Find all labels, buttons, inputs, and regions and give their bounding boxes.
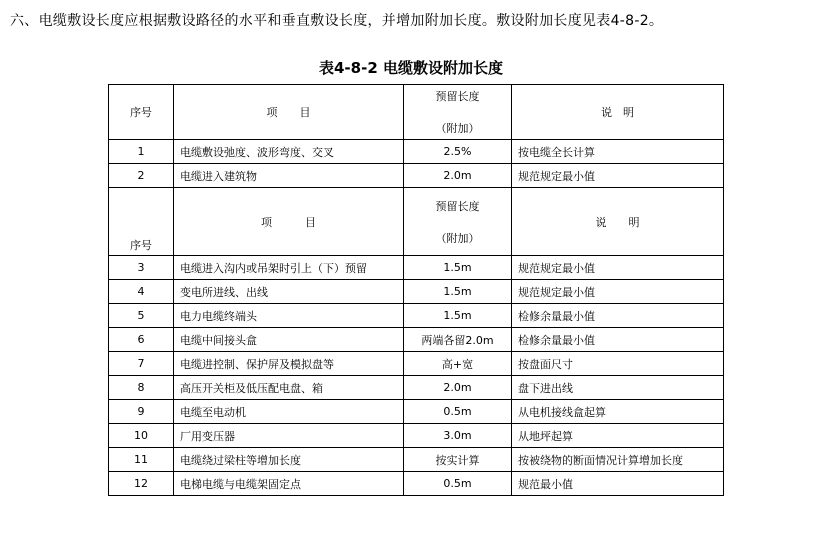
table-subheader-row: [109, 188, 724, 256]
cell-item: 电缆进入建筑物: [174, 164, 404, 188]
cell-note: 检修余量最小值: [512, 328, 724, 352]
subheader-no: [109, 188, 174, 256]
cell-length: 2.0m: [404, 376, 512, 400]
cell-length: 高+宽: [404, 352, 512, 376]
cell-item: 电缆敷设弛度、波形弯度、交叉: [174, 140, 404, 164]
cell-no: 12: [109, 472, 174, 496]
header-length-line2: （附加）: [435, 122, 480, 135]
cell-no: 2: [109, 164, 174, 188]
cell-item: 电缆进入沟内或吊架时引上（下）预留: [174, 256, 404, 280]
cell-note: 按被绕物的断面情况计算增加长度: [512, 448, 724, 472]
cell-note: 规范规定最小值: [512, 256, 724, 280]
table-row: [109, 328, 724, 352]
cell-item: 电缆进控制、保护屏及模拟盘等: [174, 352, 404, 376]
table-row: [109, 164, 724, 188]
subheader-item: 项 目: [174, 188, 404, 256]
cell-no: 4: [109, 280, 174, 304]
header-length: [404, 85, 512, 140]
table-row: [109, 256, 724, 280]
intro-paragraph: 六、电缆敷设长度应根据敷设路径的水平和垂直敷设长度，并增加附加长度。敷设附加长度见表4-8-2。: [10, 13, 664, 29]
cell-no: 11: [109, 448, 174, 472]
cell-note: 规范最小值: [512, 472, 724, 496]
cell-item: 厂用变压器: [174, 424, 404, 448]
cell-note: 规范规定最小值: [512, 164, 724, 188]
cell-length: 0.5m: [404, 400, 512, 424]
subheader-length-line1: 预留长度: [435, 199, 480, 213]
table-row: [109, 376, 724, 400]
cell-length: 2.5%: [404, 140, 512, 164]
cell-no: 7: [109, 352, 174, 376]
cell-note: 规范规定最小值: [512, 280, 724, 304]
header-item: 项 目: [174, 85, 404, 140]
cell-length: 1.5m: [404, 304, 512, 328]
cell-length: 1.5m: [404, 256, 512, 280]
cell-length: 3.0m: [404, 424, 512, 448]
cell-no: 10: [109, 424, 174, 448]
cell-no: 5: [109, 304, 174, 328]
cell-length: 0.5m: [404, 472, 512, 496]
cell-item: 电力电缆终端头: [174, 304, 404, 328]
table-row: [109, 448, 724, 472]
cell-item: 电缆中间接头盒: [174, 328, 404, 352]
subheader-note: 说 明: [512, 188, 724, 256]
table-row: [109, 304, 724, 328]
header-note: 说 明: [512, 85, 724, 140]
cell-item: 电梯电缆与电缆架固定点: [174, 472, 404, 496]
table-row: [109, 400, 724, 424]
cell-item: 电缆至电动机: [174, 400, 404, 424]
cell-note: 检修余量最小值: [512, 304, 724, 328]
cell-length: 按实计算: [404, 448, 512, 472]
header-length-line1: 预留长度: [435, 90, 480, 103]
subheader-length: [404, 188, 512, 256]
table-row: [109, 140, 724, 164]
table-row: [109, 352, 724, 376]
cable-length-table: [108, 84, 724, 496]
cell-note: 盘下进出线: [512, 376, 724, 400]
cell-item: 高压开关柜及低压配电盘、箱: [174, 376, 404, 400]
cell-length: 两端各留2.0m: [404, 328, 512, 352]
table-row: [109, 424, 724, 448]
subheader-length-line2: （附加）: [435, 231, 480, 245]
subheader-no-text: 序号: [130, 238, 152, 252]
cell-note: 按电缆全长计算: [512, 140, 724, 164]
cell-length: 1.5m: [404, 280, 512, 304]
cell-length: 2.0m: [404, 164, 512, 188]
cell-note: 按盘面尺寸: [512, 352, 724, 376]
cell-note: 从电机接线盒起算: [512, 400, 724, 424]
table-row: [109, 472, 724, 496]
cell-no: 6: [109, 328, 174, 352]
table-caption: 表4-8-2 电缆敷设附加长度: [319, 59, 503, 77]
cell-no: 1: [109, 140, 174, 164]
table-row: [109, 280, 724, 304]
header-no: 序号: [109, 85, 174, 140]
cell-note: 从地坪起算: [512, 424, 724, 448]
cell-no: 8: [109, 376, 174, 400]
cell-no: 9: [109, 400, 174, 424]
cell-no: 3: [109, 256, 174, 280]
cell-item: 变电所进线、出线: [174, 280, 404, 304]
table-header-row: [109, 85, 724, 140]
cell-item: 电缆绕过梁柱等增加长度: [174, 448, 404, 472]
